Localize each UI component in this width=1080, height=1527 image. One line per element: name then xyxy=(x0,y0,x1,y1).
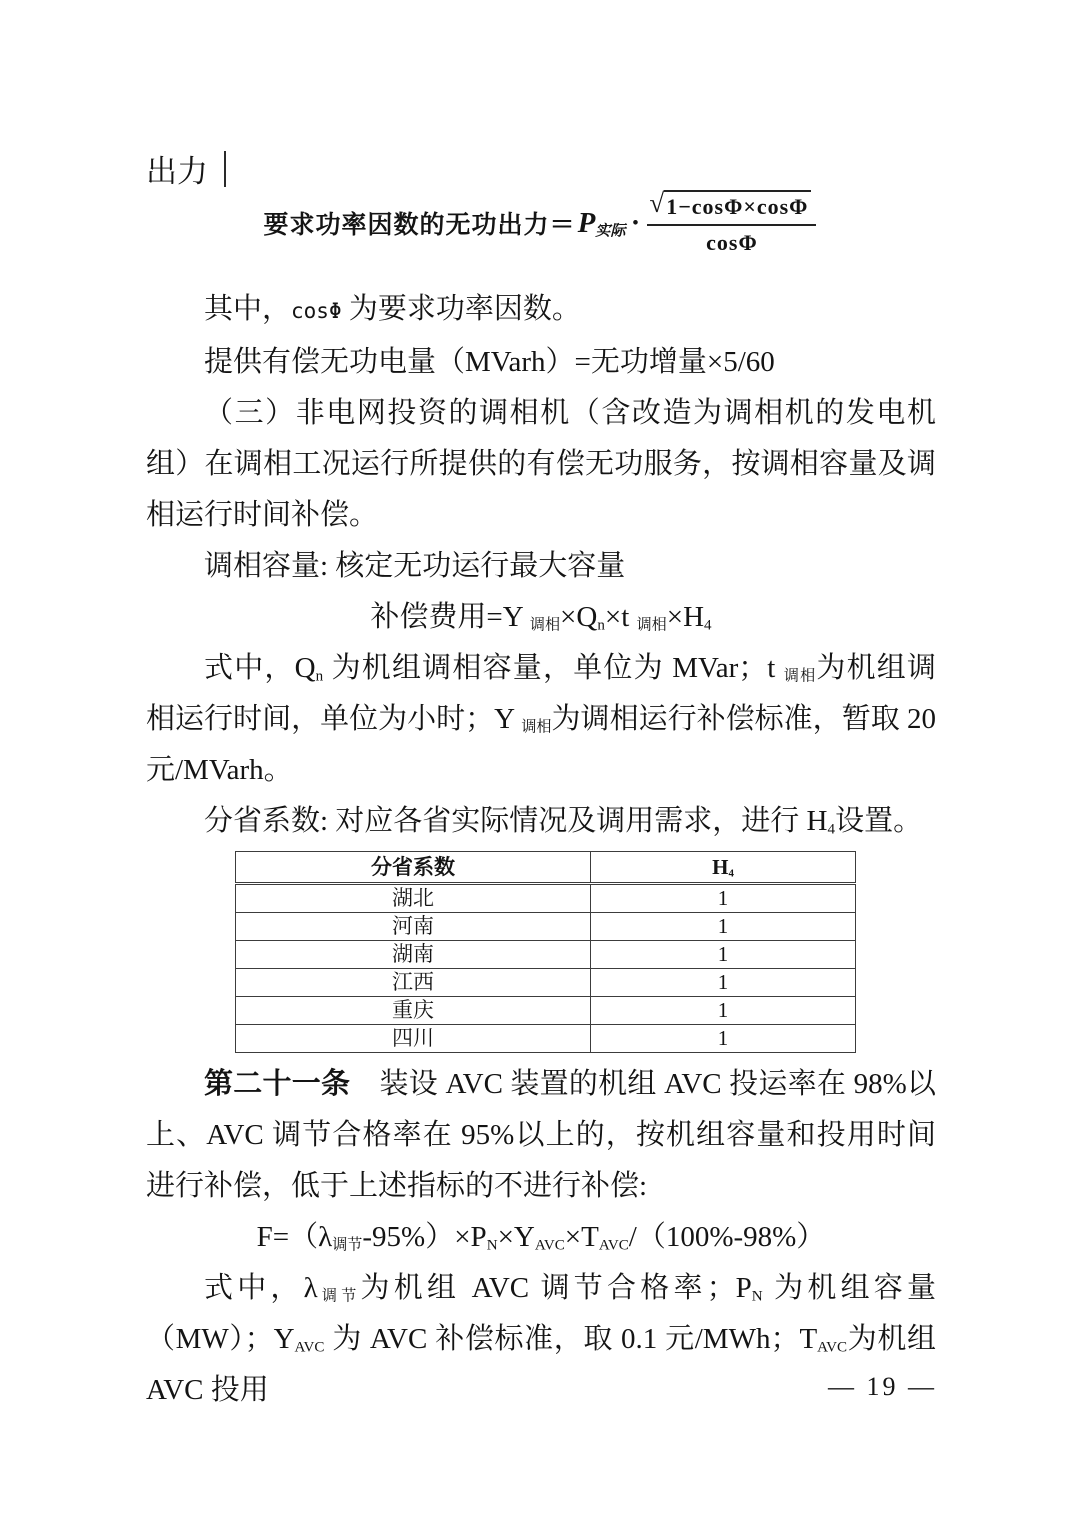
subscript: 调节 xyxy=(317,1288,361,1305)
radicand: 1−cosΦ×cosΦ xyxy=(664,190,811,220)
province-cell: 河南 xyxy=(236,913,591,941)
table-header-row xyxy=(236,852,856,884)
fraction-denominator: cosΦ xyxy=(706,230,758,255)
vertical-bar xyxy=(224,151,226,187)
text-run: -95%）×P xyxy=(362,1221,487,1253)
text-run: ×Q xyxy=(560,601,598,633)
h4-cell: 1 xyxy=(591,941,856,969)
paragraph-province-coefficient xyxy=(146,796,936,847)
text-run: 式中，λ xyxy=(204,1272,318,1304)
subscript: 4 xyxy=(827,821,836,838)
subscript: AVC xyxy=(294,1339,325,1356)
compensation-formula xyxy=(146,592,936,643)
fraction xyxy=(647,190,816,256)
avc-formula xyxy=(146,1212,936,1263)
paragraph-item3: （三）非电网投资的调相机（含改造为调相机的发电机组）在调相工况运行所提供的有偿无功服务，按调相容量及调相运行时间补偿。 xyxy=(146,397,936,531)
p-base: P xyxy=(577,206,596,239)
subscript: 调相 xyxy=(783,668,817,685)
paragraph-formula-comp-note xyxy=(146,643,936,796)
subscript: AVC xyxy=(534,1237,565,1254)
text-run: 分省系数: 对应各省实际情况及调用需求，进行 H xyxy=(204,805,828,837)
text-run: ×t xyxy=(604,601,637,633)
text-run: 为机组 AVC 调节合格率；P xyxy=(360,1272,752,1304)
province-cell: 江西 xyxy=(236,969,591,997)
text-run: cosΦ xyxy=(291,299,342,323)
text-run: 补偿费用=Y xyxy=(370,601,530,633)
province-cell: 湖南 xyxy=(236,941,591,969)
province-cell: 重庆 xyxy=(236,997,591,1025)
table-row xyxy=(236,997,856,1025)
subscript: 调相 xyxy=(529,617,561,634)
paragraph-capacity: 调相容量: 核定无功运行最大容量 xyxy=(204,550,626,582)
table-row xyxy=(236,884,856,913)
h4-cell: 1 xyxy=(591,913,856,941)
subscript: AVC xyxy=(817,1339,848,1356)
formula-lhs: 要求功率因数的无功出力＝ xyxy=(263,212,576,239)
fragment-text: 出力 xyxy=(146,154,208,189)
table-row xyxy=(236,969,856,997)
subscript: n xyxy=(597,617,605,634)
text-run: H xyxy=(712,854,729,879)
text-run: 设置。 xyxy=(835,805,923,837)
text-run: 其中， xyxy=(204,293,292,325)
table-row xyxy=(236,1025,856,1053)
subscript: 调相 xyxy=(521,719,552,736)
text-run: 装设 AVC 装置的机组 AVC 投运率在 98%以上、AVC 调节合格率在 95%以上的，按机组容量和投用时间进行补偿，低于上述指标的不进行补偿: xyxy=(146,1068,936,1202)
h4-cell: 1 xyxy=(591,969,856,997)
paragraph-article-21 xyxy=(146,1059,936,1212)
text-run: 为机组调相运行时间，单位为小时；Y xyxy=(146,652,936,735)
h4-cell: 1 xyxy=(591,1025,856,1053)
top-text-fragment xyxy=(146,146,226,191)
paragraph-cosphi xyxy=(146,284,936,337)
subscript: 4 xyxy=(704,617,712,634)
text-run: F=（λ xyxy=(256,1221,333,1253)
multiplication-dot: • xyxy=(632,213,639,232)
paragraph-mvarh: 提供有偿无功电量（MVarh）=无功增量×5/60 xyxy=(204,346,775,378)
subscript: 调相 xyxy=(636,617,667,634)
province-cell: 湖北 xyxy=(236,884,591,913)
subscript: N xyxy=(751,1288,763,1305)
text-run: ×Y xyxy=(497,1221,535,1253)
text-run: 为要求功率因数。 xyxy=(341,293,581,325)
table-header-h4 xyxy=(591,852,856,884)
text-run: 第二十一条 xyxy=(204,1068,351,1100)
h4-cell: 1 xyxy=(591,997,856,1025)
subscript: n xyxy=(315,668,324,685)
province-coefficient-table xyxy=(235,851,856,1053)
text-run: 式中，Q xyxy=(204,652,316,684)
text-run: ×H xyxy=(666,601,705,633)
text-run: 为调相运行补偿标准，暂取 20 元/MVarh。 xyxy=(146,703,937,786)
subscript: N xyxy=(486,1237,498,1254)
text-run: 为机组容量（MW）；Y xyxy=(146,1272,937,1355)
h4-cell: 1 xyxy=(591,884,856,913)
subscript: 调节 xyxy=(332,1237,363,1254)
paragraph-formula-avc-note xyxy=(146,1263,936,1416)
province-cell: 四川 xyxy=(236,1025,591,1053)
subscript: 4 xyxy=(728,866,734,879)
table-row xyxy=(236,941,856,969)
fraction-numerator xyxy=(647,190,816,226)
sqrt-sign: √ xyxy=(649,188,665,218)
text-run: 为机组 AVC 投用 xyxy=(146,1323,936,1406)
subscript: AVC xyxy=(598,1237,629,1254)
p-subscript: 实际 xyxy=(595,222,626,239)
body-text xyxy=(146,284,936,1416)
page-number: — 19 — xyxy=(828,1372,937,1401)
formula-p-symbol xyxy=(578,207,626,240)
text-run: 为机组调相容量，单位为 MVar；t xyxy=(323,652,784,684)
table-header-province: 分省系数 xyxy=(236,852,591,884)
reactive-output-formula xyxy=(0,190,1080,256)
text-run: 为 AVC 补偿标准，取 0.1 元/MWh；T xyxy=(324,1323,818,1355)
text-run: ×T xyxy=(564,1221,599,1253)
table-row xyxy=(236,913,856,941)
text-run: /（100%-98%） xyxy=(628,1221,826,1253)
